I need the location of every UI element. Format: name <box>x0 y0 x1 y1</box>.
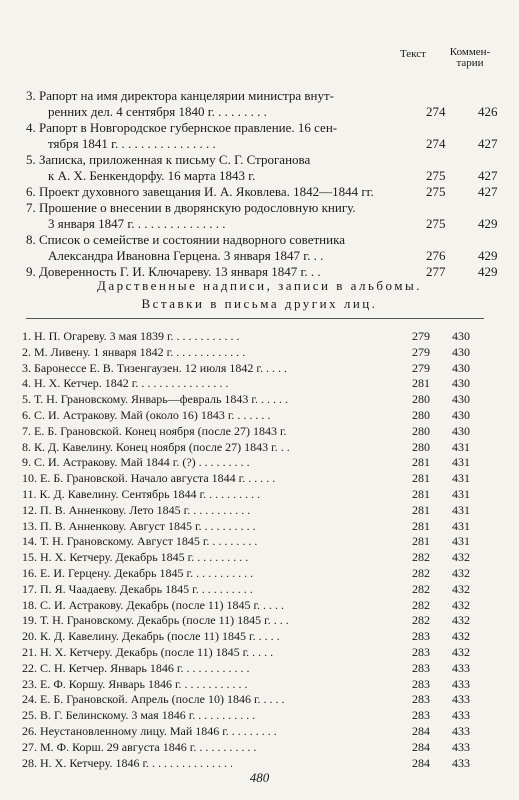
list-item <box>22 660 482 676</box>
column-header-comments: Коммен- тарии <box>449 46 491 69</box>
entry-line: Александра Ивановна Герцена. 3 января 1847 г. . . <box>48 248 324 263</box>
list-item-text: 23. Е. Ф. Коршу. Январь 1846 г. . . . . . . . . . . . <box>22 676 248 691</box>
entry-line: 3 января 1847 г. . . . . . . . . . . . . . . <box>48 216 226 231</box>
list-item-comment: 431 <box>452 439 470 454</box>
list-item-page: 284 <box>412 755 430 770</box>
list-item-text: 20. К. Д. Кавелину. Декабрь (после 11) 1845 г. . . . . <box>22 629 280 644</box>
list-item-text: 19. Т. Н. Грановскому. Декабрь (после 11) 1845 г. . . . <box>22 613 289 628</box>
entry-line: ренних дел. 4 сентября 1840 г. . . . . . . . . <box>48 104 267 119</box>
list-item-text: 9. С. И. Астракову. Май 1844 г. (?) . . . . . . . . . <box>22 455 250 470</box>
top-entry <box>26 88 498 120</box>
list-item-comment: 432 <box>452 597 470 612</box>
list-item-comment: 431 <box>452 455 470 470</box>
list-item <box>22 423 482 439</box>
list-item-text: 11. К. Д. Кавелину. Сентябрь 1844 г. . . . . . . . . . <box>22 487 261 501</box>
list-item <box>22 707 482 723</box>
list-item-comment: 433 <box>452 739 470 754</box>
list-item-comment: 430 <box>452 392 470 407</box>
entry-comment: 429 <box>478 264 498 279</box>
entry-line: 5. Записка, приложенная к письму С. Г. Строганова <box>26 152 311 167</box>
list-item-comment: 430 <box>452 423 470 438</box>
list-item-page: 283 <box>412 708 430 723</box>
list-item-comment: 431 <box>452 471 470 486</box>
list-item <box>22 565 482 581</box>
list-item-page: 281 <box>412 455 430 470</box>
list-item-page: 282 <box>412 613 430 628</box>
list-item-text: 6. С. И. Астракову. Май (около 16) 1843 г. . . . . . . <box>22 408 271 422</box>
top-entry <box>26 232 498 264</box>
list-item-comment: 432 <box>452 550 470 565</box>
list-item-text: 10. Е. Б. Грановской. Начало августа 1844 г. . . . . . <box>22 471 276 486</box>
list-item-page: 283 <box>412 629 430 644</box>
column-header-text: Текст <box>400 48 426 60</box>
entry-line: 4. Рапорт в Новгородское губернское правление. 16 сен- <box>26 120 338 135</box>
list-item-text: 1. Н. П. Огареву. 3 мая 1839 г. . . . . . . . . . . . <box>22 329 240 343</box>
list-item-text: 26. Неустановленному лицу. Май 1846 г. . . . . . . . . <box>22 724 277 738</box>
list-item <box>22 676 482 692</box>
list-item-comment: 430 <box>452 376 470 391</box>
list-item-text: 5. Т. Н. Грановскому. Январь—февраль 1843 г. . . . . . <box>22 392 288 407</box>
list-item-comment: 433 <box>452 724 470 738</box>
list-item-text: 27. М. Ф. Корш. 29 августа 1846 г. . . . . . . . . . . <box>22 739 257 754</box>
list-item-page: 282 <box>412 597 430 612</box>
list-item-text: 25. В. Г. Белинскому. 3 мая 1846 г. . . . . . . . . . . <box>22 708 256 723</box>
entry-line: 9. Доверенность Г. И. Ключареву. 13 января 1847 г. . . <box>26 264 321 279</box>
list-item-text: 12. П. В. Анненкову. Лето 1845 г. . . . . . . . . . . <box>22 502 251 517</box>
list-item-comment: 433 <box>452 708 470 723</box>
list-item-page: 280 <box>412 392 430 407</box>
list-item <box>22 360 482 376</box>
list-item-comment: 432 <box>452 613 470 628</box>
list-item-page: 282 <box>412 581 430 596</box>
list-item-page: 280 <box>412 408 430 422</box>
list-item-page: 281 <box>412 376 430 391</box>
list-item <box>22 628 482 644</box>
list-item-text: 3. Баронессе Е. В. Тизенгаузен. 12 июля 1842 г. . . . . <box>22 360 287 375</box>
page-number: 480 <box>249 770 270 785</box>
list-item <box>22 755 482 771</box>
list-item-text: 15. Н. Х. Кетчеру. Декабрь 1845 г. . . . . . . . . . <box>22 550 249 565</box>
list-item <box>22 454 482 470</box>
list-item-page: 284 <box>412 739 430 754</box>
list-item-page: 281 <box>412 534 430 549</box>
list-item-page: 284 <box>412 724 430 738</box>
top-entry <box>26 200 498 232</box>
list-item-comment: 432 <box>452 629 470 644</box>
section-title-line1: Дарственные надписи, записи в альбомы. <box>97 278 422 293</box>
list-item-text: 14. Т. Н. Грановскому. Август 1845 г. . . . . . . . . <box>22 534 258 549</box>
entry-comment: 429 <box>478 248 498 263</box>
list-item-page: 281 <box>412 518 430 533</box>
entry-page: 275 <box>426 216 446 231</box>
list-item-page: 281 <box>412 471 430 486</box>
list-item-text: 16. Е. И. Герцену. Декабрь 1845 г. . . . . . . . . . . <box>22 566 254 580</box>
entry-page: 274 <box>426 136 446 151</box>
list-item-page: 281 <box>412 502 430 517</box>
list-item-comment: 431 <box>452 487 470 501</box>
list-item-page: 279 <box>412 344 430 359</box>
list-item-text: 22. С. Н. Кетчер. Январь 1846 г. . . . . . . . . . . . <box>22 660 250 675</box>
list-item-text: 17. П. Я. Чаадаеву. Декабрь 1845 г. . . . . . . . . . <box>22 581 253 596</box>
list-item-comment: 430 <box>452 329 470 343</box>
top-entry <box>26 184 498 200</box>
entry-page: 276 <box>426 248 446 263</box>
list-item <box>22 344 482 360</box>
list-item-page: 279 <box>412 329 430 343</box>
section-title-line2: Вставки в письма других лиц. <box>141 296 378 311</box>
list-item-page: 279 <box>412 360 430 375</box>
list-item <box>22 612 482 628</box>
list-item-page: 283 <box>412 692 430 707</box>
list-item <box>22 691 482 707</box>
list-item-text: 8. К. Д. Кавелину. Конец ноября (после 27) 1843 г. . . <box>22 439 290 454</box>
list-item-comment: 432 <box>452 566 470 580</box>
list-item-text: 21. Н. Х. Кетчеру. Декабрь (после 11) 1845 г. . . . . <box>22 645 274 659</box>
list-item-page: 283 <box>412 645 430 659</box>
list-item-text: 2. М. Ливену. 1 января 1842 г. . . . . . . . . . . . . <box>22 344 246 359</box>
top-entry <box>26 152 498 184</box>
list-item-page: 281 <box>412 487 430 501</box>
list-item <box>22 723 482 739</box>
list-item-text: 18. С. И. Астракову. Декабрь (после 11) 1845 г. . . . . <box>22 597 285 612</box>
list-item <box>22 597 482 613</box>
list-item-page: 280 <box>412 439 430 454</box>
entry-page: 277 <box>426 264 446 279</box>
list-item-text: 28. Н. Х. Кетчеру. 1846 г. . . . . . . . . . . . . . . <box>22 755 234 770</box>
entry-comment: 427 <box>478 184 498 199</box>
list-item-comment: 431 <box>452 534 470 549</box>
entry-line: 6. Проект духовного завещания И. А. Яковлева. 1842—1844 гг. <box>26 184 374 199</box>
list-item-text: 13. П. В. Анненкову. Август 1845 г. . . . . . . . . . <box>22 518 256 533</box>
entry-comment: 427 <box>478 168 498 183</box>
entry-comment: 427 <box>478 136 498 151</box>
list-item-comment: 433 <box>452 755 470 770</box>
entry-line: 3. Рапорт на имя директора канцелярии министра внут- <box>26 88 334 103</box>
list-item <box>22 375 482 391</box>
section-rule <box>26 318 484 319</box>
list-item-comment: 431 <box>452 518 470 533</box>
entry-page: 275 <box>426 184 446 199</box>
list-item <box>22 502 482 518</box>
list-item-comment: 433 <box>452 692 470 707</box>
list-item-text: 7. Е. Б. Грановской. Конец ноября (после 27) 1843 г. <box>22 423 287 438</box>
list-item-comment: 432 <box>452 645 470 659</box>
list-item <box>22 533 482 549</box>
list-item <box>22 470 482 486</box>
list-item-comment: 431 <box>452 502 470 517</box>
list-item <box>22 328 482 344</box>
entry-comment: 426 <box>478 104 498 119</box>
top-entry <box>26 120 498 152</box>
list-item-comment: 430 <box>452 344 470 359</box>
list-item-text: 4. Н. Х. Кетчер. 1842 г. . . . . . . . . . . . . . . . <box>22 376 229 391</box>
entry-line: 8. Список о семействе и состоянии надворного советника <box>26 232 345 247</box>
list-item-page: 283 <box>412 660 430 675</box>
entry-line: к А. Х. Бенкендорфу. 16 марта 1843 г. <box>48 168 256 183</box>
list-item-page: 282 <box>412 550 430 565</box>
entry-page: 274 <box>426 104 446 119</box>
list-item <box>22 549 482 565</box>
list-item-comment: 432 <box>452 581 470 596</box>
entry-line: тября 1841 г. . . . . . . . . . . . . . . . <box>48 136 216 151</box>
list-item-page: 283 <box>412 676 430 691</box>
entry-comment: 429 <box>478 216 498 231</box>
list-item-page: 280 <box>412 423 430 438</box>
list-item-comment: 430 <box>452 408 470 422</box>
list-item-comment: 433 <box>452 660 470 675</box>
list-item <box>22 518 482 534</box>
list-item <box>22 739 482 755</box>
list-item <box>22 407 482 423</box>
list-item-page: 282 <box>412 566 430 580</box>
list-item-comment: 433 <box>452 676 470 691</box>
list-item <box>22 439 482 455</box>
list-item <box>22 644 482 660</box>
list-item-comment: 430 <box>452 360 470 375</box>
list-item-text: 24. Е. Б. Грановской. Апрель (после 10) 1846 г. . . . . <box>22 692 285 707</box>
list-item <box>22 486 482 502</box>
entry-page: 275 <box>426 168 446 183</box>
list-item <box>22 391 482 407</box>
entry-line: 7. Прошение о внесении в дворянскую родословную книгу. <box>26 200 356 215</box>
list-item <box>22 581 482 597</box>
